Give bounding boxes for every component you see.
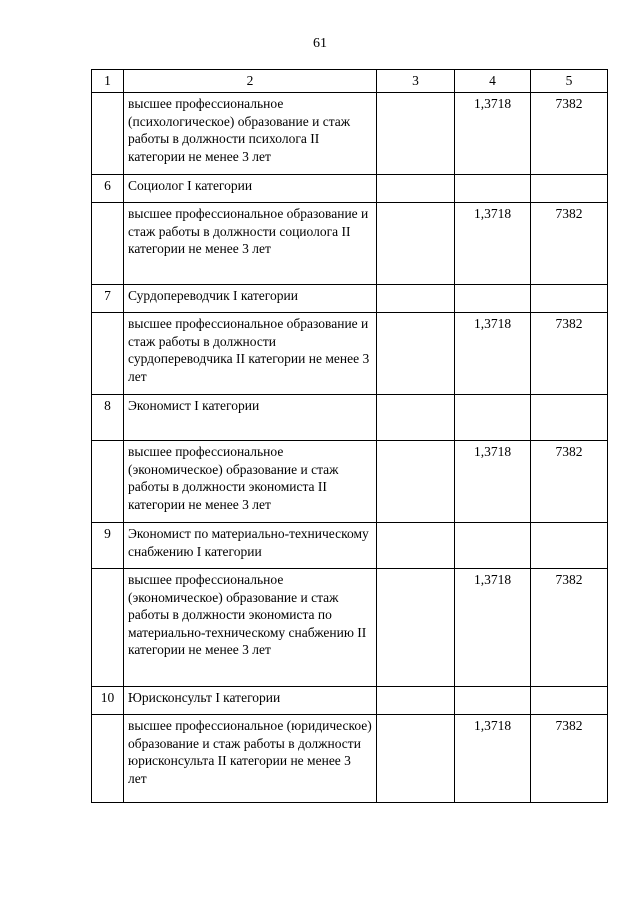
row-number: 7: [92, 285, 124, 313]
requirement-text: высшее профессиональное (экономическое) образование и стаж работы в должности экономиста II категории не менее 3 лет: [124, 441, 377, 523]
requirement-text: высшее профессиональное образование и стаж работы в должности сурдопереводчика II категории не менее 3 лет: [124, 313, 377, 395]
row-number: [92, 715, 124, 803]
salary-cell: 7382: [531, 715, 608, 803]
row-number: [92, 313, 124, 395]
row-number: 6: [92, 175, 124, 203]
column-header: 2: [124, 70, 377, 93]
table-row: [92, 441, 608, 523]
cell-col3: [377, 715, 455, 803]
column-header: 3: [377, 70, 455, 93]
requirement-text: высшее профессиональное образование и стаж работы в должности социолога II категории не менее 3 лет: [124, 203, 377, 285]
cell-col3: [377, 175, 455, 203]
salary-cell: [531, 395, 608, 441]
table-row: [92, 395, 608, 441]
cell-col3: [377, 523, 455, 569]
coefficient-cell: [455, 175, 531, 203]
cell-col3: [377, 93, 455, 175]
column-header: 1: [92, 70, 124, 93]
page-number: 61: [313, 36, 327, 51]
salary-cell: [531, 687, 608, 715]
coefficient-cell: [455, 687, 531, 715]
table-header-row: [92, 70, 608, 93]
table-row: [92, 687, 608, 715]
position-title: Экономист I категории: [124, 395, 377, 441]
salary-cell: [531, 285, 608, 313]
coefficient-cell: 1,3718: [455, 441, 531, 523]
table-row: [92, 715, 608, 803]
coefficient-cell: [455, 285, 531, 313]
row-number: 8: [92, 395, 124, 441]
table-row: [92, 569, 608, 687]
position-title: Юрисконсульт I категории: [124, 687, 377, 715]
cell-col3: [377, 313, 455, 395]
coefficient-cell: [455, 395, 531, 441]
position-title: Социолог I категории: [124, 175, 377, 203]
row-number: 10: [92, 687, 124, 715]
cell-col3: [377, 285, 455, 313]
salary-cell: 7382: [531, 93, 608, 175]
row-number: [92, 569, 124, 687]
coefficient-cell: 1,3718: [455, 569, 531, 687]
column-header: 5: [531, 70, 608, 93]
row-number: [92, 203, 124, 285]
cell-col3: [377, 395, 455, 441]
row-number: [92, 93, 124, 175]
salary-cell: 7382: [531, 569, 608, 687]
coefficient-cell: 1,3718: [455, 313, 531, 395]
column-header: 4: [455, 70, 531, 93]
requirement-text: высшее профессиональное (экономическое) образование и стаж работы в должности экономиста по материально-техническому снабжению II категории не менее 3 лет: [124, 569, 377, 687]
row-number: 9: [92, 523, 124, 569]
salary-cell: 7382: [531, 203, 608, 285]
salary-cell: [531, 523, 608, 569]
row-number: [92, 441, 124, 523]
salary-cell: 7382: [531, 441, 608, 523]
coefficient-cell: 1,3718: [455, 715, 531, 803]
table-row: [92, 203, 608, 285]
coefficient-cell: [455, 523, 531, 569]
cell-col3: [377, 441, 455, 523]
requirement-text: высшее профессиональное (психологическое) образование и стаж работы в должности психолога II категории не менее 3 лет: [124, 93, 377, 175]
cell-col3: [377, 203, 455, 285]
salary-cell: 7382: [531, 313, 608, 395]
coefficient-cell: 1,3718: [455, 203, 531, 285]
cell-col3: [377, 569, 455, 687]
table-row: [92, 285, 608, 313]
table-row: [92, 93, 608, 175]
cell-col3: [377, 687, 455, 715]
salary-cell: [531, 175, 608, 203]
position-title: Сурдопереводчик I категории: [124, 285, 377, 313]
table-row: [92, 523, 608, 569]
requirement-text: высшее профессиональное (юридическое) образование и стаж работы в должности юрисконсульта II категории не менее 3 лет: [124, 715, 377, 803]
table-row: [92, 175, 608, 203]
position-title: Экономист по материально-техническому снабжению I категории: [124, 523, 377, 569]
table-row: [92, 313, 608, 395]
qualification-table: [91, 69, 608, 803]
coefficient-cell: 1,3718: [455, 93, 531, 175]
